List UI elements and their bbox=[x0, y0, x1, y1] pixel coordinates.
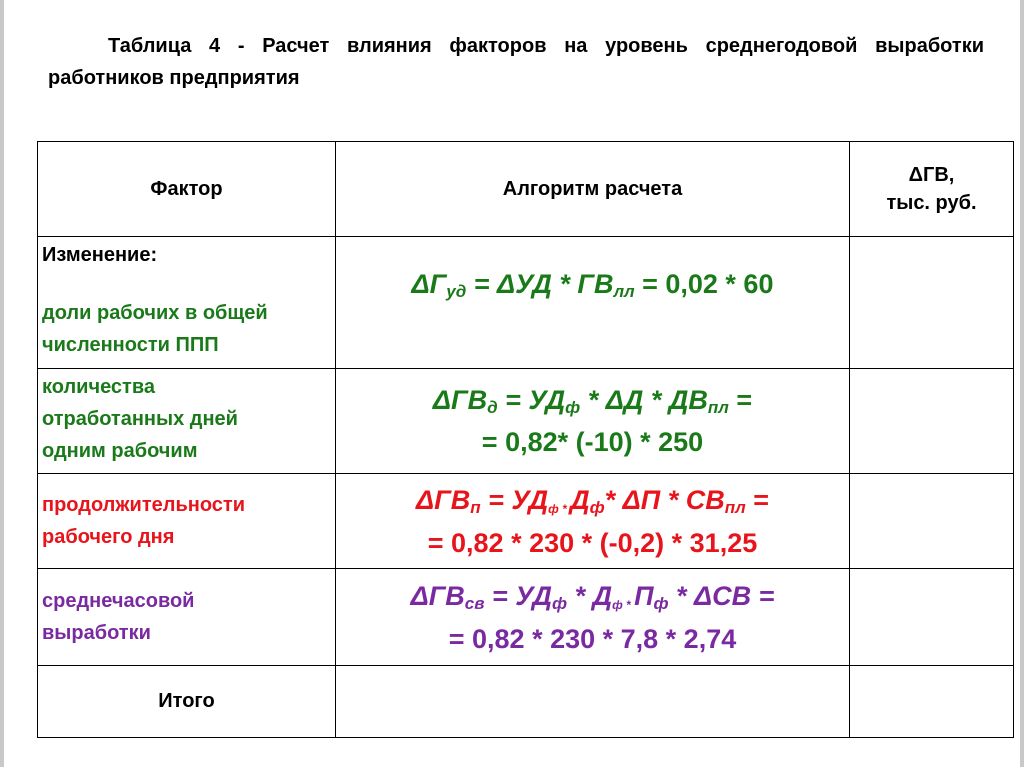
factor-label-line: доли рабочих в общей bbox=[42, 302, 268, 324]
header-gv-line2: тыс. руб. bbox=[886, 192, 977, 214]
formula-line: = 0,82 * 230 * (-0,2) * 31,25 bbox=[427, 527, 758, 558]
formula-line: = 0,82* (-10) * 250 bbox=[481, 427, 704, 457]
factor-table bbox=[37, 141, 1014, 738]
factor-cell bbox=[38, 237, 336, 369]
table-row bbox=[38, 237, 1014, 369]
table-title: Таблица 4 - Расчет влияния факторов на уровень среднегодовой выработки работников предприятия bbox=[48, 35, 984, 89]
factor-label-line: отработанных дней bbox=[42, 408, 238, 430]
formula-line: $\Delta ГВ_п$ = УДф * $Д_ф*$ ΔП * $СВ_{пл}$ = bbox=[416, 484, 769, 517]
total-label: Итого bbox=[38, 666, 336, 738]
formula-line: $\Delta ГВ_д = УД_ф * \Delta Д * ДВ_{пл}$ = bbox=[432, 385, 753, 417]
factor-label-line: рабочего дня bbox=[42, 526, 175, 548]
table-row bbox=[38, 474, 1014, 569]
factor-cell bbox=[38, 369, 336, 474]
total-value-cell bbox=[850, 666, 1014, 738]
factor-cell bbox=[38, 569, 336, 666]
factor-label-line: количества bbox=[42, 376, 156, 398]
header-algorithm: Алгоритм расчета bbox=[336, 142, 850, 237]
factor-label-heading: Изменение: bbox=[42, 244, 158, 266]
table-row bbox=[38, 569, 1014, 666]
formula-line: $\Delta ГВ_{св} = УД_ф$ * Дф * $П_ф$ * ΔСВ = bbox=[410, 580, 775, 613]
formula-line: $\Delta Г_{уд} = \Delta УД * ГВ_{лл} = 0,02 * 60$ bbox=[411, 268, 774, 301]
table-row-total bbox=[38, 666, 1014, 738]
factor-label-line: выработки bbox=[42, 622, 151, 644]
formula-cell bbox=[336, 474, 850, 569]
gv-value-cell bbox=[850, 369, 1014, 474]
factor-label-line: численности ППП bbox=[42, 334, 219, 356]
factor-label-line: одним рабочим bbox=[42, 440, 198, 462]
gv-value-cell bbox=[850, 237, 1014, 369]
gv-value-cell bbox=[850, 569, 1014, 666]
slide-left-edge bbox=[0, 0, 4, 767]
formula-line: = 0,82 * 230 * 7,8 * 2,74 bbox=[448, 623, 737, 654]
factor-label-line: продолжительности bbox=[42, 494, 246, 516]
header-gv bbox=[850, 142, 1014, 237]
total-formula-cell bbox=[336, 666, 850, 738]
factor-label-line: среднечасовой bbox=[42, 590, 195, 612]
factor-cell bbox=[38, 474, 336, 569]
header-gv-line1: ΔГВ, bbox=[908, 164, 955, 186]
formula-cell bbox=[336, 569, 850, 666]
gv-value-cell bbox=[850, 474, 1014, 569]
header-factor: Фактор bbox=[38, 142, 336, 237]
table-row bbox=[38, 369, 1014, 474]
formula-cell bbox=[336, 237, 850, 369]
table-header-row bbox=[38, 142, 1014, 237]
formula-cell bbox=[336, 369, 850, 474]
slide-right-edge bbox=[1020, 0, 1024, 767]
